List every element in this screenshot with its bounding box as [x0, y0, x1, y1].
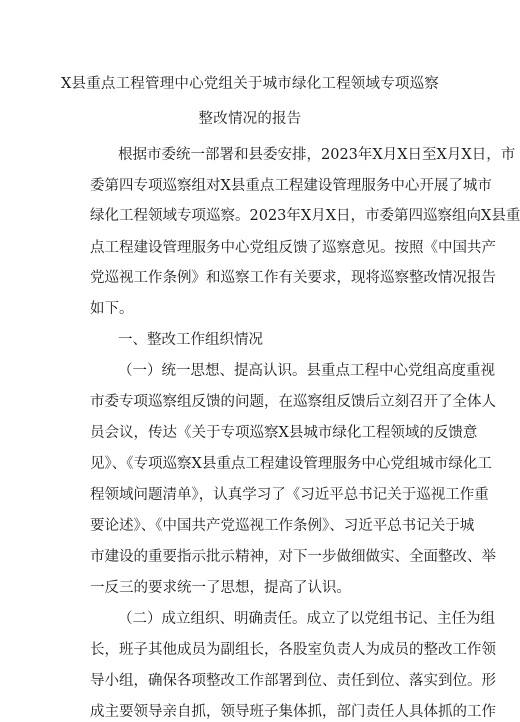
paragraph-line: 市建设的重要指示批示精神，对下一步做细做实、全面整改、举: [90, 549, 496, 565]
paragraph-line: 员会议，传达《关于专项巡察X县城市绿化工程领域的反馈意: [90, 425, 478, 441]
section-heading: 一、整改工作组织情况: [118, 332, 263, 348]
paragraph-line: 程领域问题清单》，认真学习了《习近平总书记关于巡视工作重: [90, 487, 489, 503]
report-title-line-1: X县重点工程管理中心党组关于城市绿化工程领域专项巡察: [60, 76, 440, 92]
paragraph-line: 绿化工程领域专项巡察。2023年X月X日，市委第四巡察组向X县重: [90, 208, 520, 224]
paragraph-line: 点工程建设管理服务中心党组反馈了巡察意见。按照《中国共产: [90, 240, 496, 256]
paragraph-line: 要论述》、《中国共产党巡视工作条例》、习近平总书记关于城: [90, 518, 475, 534]
paragraph-line: 如下。: [90, 301, 134, 317]
paragraph-line: 党巡视工作条例》和巡察工作有关要求，现将巡察整改情况报告: [90, 270, 496, 286]
paragraph-line: 导小组，确保各项整改工作部署到位、责任到位、落实到位。形: [90, 673, 496, 689]
paragraph-line: 见》、《专项巡察X县重点工程建设管理服务中心党组城市绿化工: [90, 456, 492, 472]
paragraph-line: （一）统一思想、提高认识。县重点工程中心党组高度重视: [118, 363, 495, 379]
paragraph-line: 长，班子其他成员为副组长，各股室负责人为成员的整改工作领: [90, 642, 496, 658]
report-title-line-2: 整改情况的报告: [198, 111, 302, 127]
paragraph-line: 一反三的要求统一了思想，提高了认识。: [90, 580, 351, 596]
paragraph-line: 委第四专项巡察组对X县重点工程建设管理服务中心开展了城市: [90, 178, 492, 194]
paragraph-line: 成主要领导亲自抓，领导班子集体抓，部门责任人具体抓的工作: [90, 704, 496, 720]
paragraph-line: （二）成立组织、明确责任。成立了以党组书记、主任为组: [118, 611, 495, 627]
paragraph-line: 市委专项巡察组反馈的问题，在巡察组反馈后立刻召开了全体人: [90, 394, 496, 410]
paragraph-line: 根据市委统一部署和县委安排，2023年X月X日至X月X日，市: [118, 147, 516, 163]
